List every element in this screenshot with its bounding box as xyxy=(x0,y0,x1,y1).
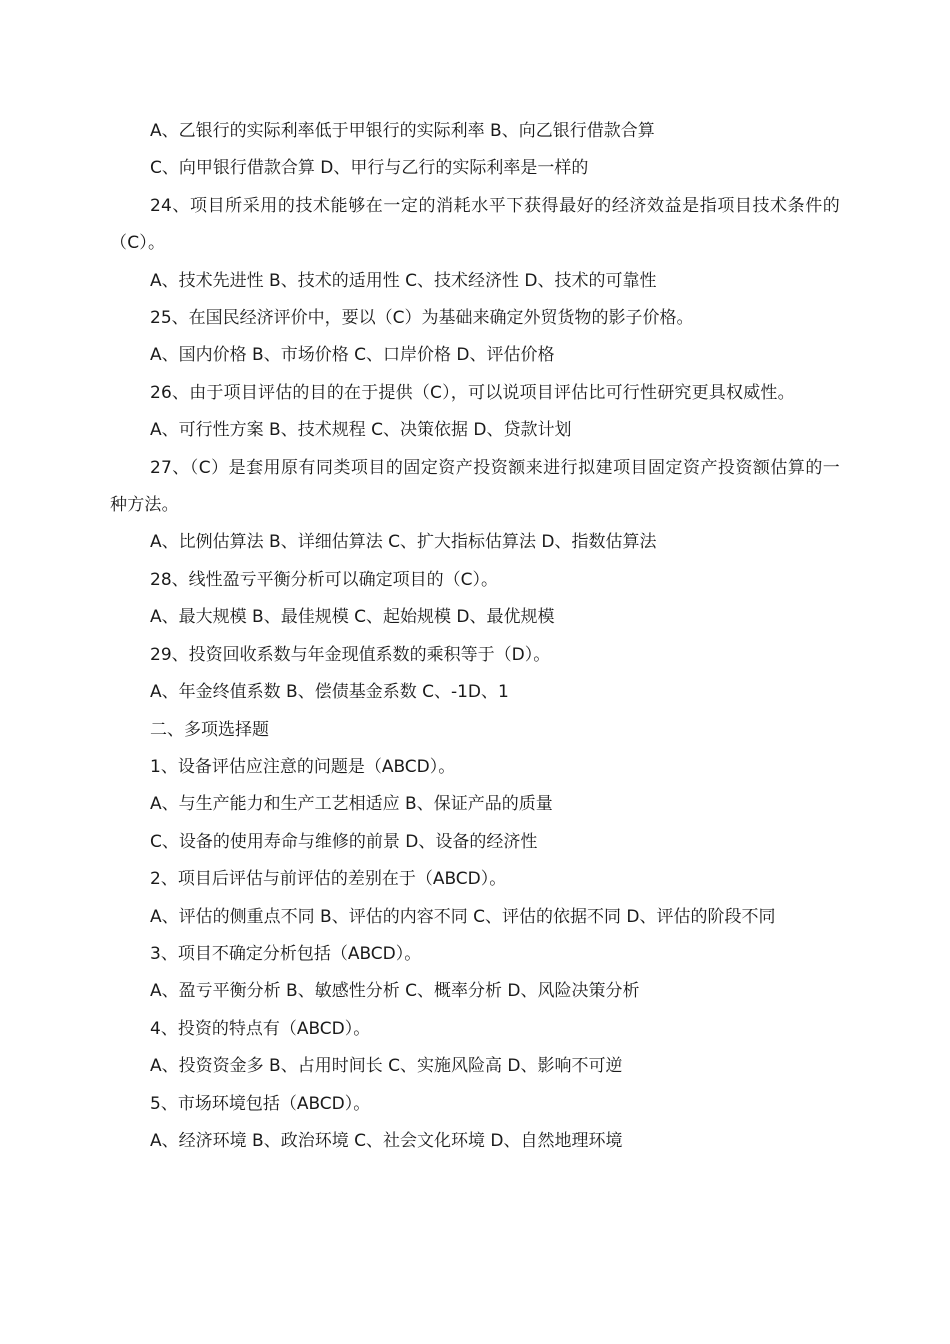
question-line: 4、投资的特点有（ABCD）。 xyxy=(150,1018,371,1039)
option-line: A、乙银行的实际利率低于甲银行的实际利率 B、向乙银行借款合算 xyxy=(150,121,655,141)
option-line: A、盈亏平衡分析 B、敏感性分析 C、概率分析 D、风险决策分析 xyxy=(150,981,640,1002)
option-line: A、最大规模 B、最佳规模 C、起始规模 D、最优规模 xyxy=(150,607,555,628)
option-line: C、向甲银行借款合算 D、甲行与乙行的实际利率是一样的 xyxy=(150,158,589,179)
question-line: 28、线性盈亏平衡分析可以确定项目的（C）。 xyxy=(150,569,499,590)
option-line: A、国内价格 B、市场价格 C、口岸价格 D、评估价格 xyxy=(150,345,555,366)
question-line: 24、项目所采用的技术能够在一定的消耗水平下获得最好的经济效益是指项目技术条件的（C）。 xyxy=(110,195,840,254)
question-line: 2、项目后评估与前评估的差别在于（ABCD）。 xyxy=(150,869,507,890)
option-line: A、投资资金多 B、占用时间长 C、实施风险高 D、影响不可逆 xyxy=(150,1056,623,1077)
option-line: A、评估的侧重点不同 B、评估的内容不同 C、评估的依据不同 D、评估的阶段不同 xyxy=(150,906,776,927)
section-heading: 二、多项选择题 xyxy=(150,719,269,740)
question-line: 5、市场环境包括（ABCD）。 xyxy=(150,1093,371,1114)
option-line: C、设备的使用寿命与维修的前景 D、设备的经济性 xyxy=(150,831,538,852)
question-line: 25、在国民经济评价中，要以（C）为基础来确定外贸货物的影子价格。 xyxy=(150,308,694,329)
question-line: 26、由于项目评估的目的在于提供（C），可以说项目评估比可行性研究更具权威性。 xyxy=(150,382,795,403)
option-line: A、比例估算法 B、详细估算法 C、扩大指标估算法 D、指数估算法 xyxy=(150,532,657,553)
option-line: A、与生产能力和生产工艺相适应 B、保证产品的质量 xyxy=(150,794,553,815)
option-line: A、技术先进性 B、技术的适用性 C、技术经济性 D、技术的可靠性 xyxy=(150,270,657,291)
question-line: 27、（C）是套用原有同类项目的固定资产投资额来进行拟建项目固定资产投资额估算的一种方法。 xyxy=(110,457,840,516)
question-line: 1、设备评估应注意的问题是（ABCD）。 xyxy=(150,756,456,777)
option-line: A、年金终值系数 B、偿债基金系数 C、-1D、1 xyxy=(150,682,509,703)
question-line: 3、项目不确定分析包括（ABCD）。 xyxy=(150,943,422,964)
question-line: 29、投资回收系数与年金现值系数的乘积等于（D）。 xyxy=(150,644,551,665)
option-line: A、可行性方案 B、技术规程 C、决策依据 D、贷款计划 xyxy=(150,420,572,441)
option-line: A、经济环境 B、政治环境 C、社会文化环境 D、自然地理环境 xyxy=(150,1130,623,1151)
document-body xyxy=(110,113,840,1160)
